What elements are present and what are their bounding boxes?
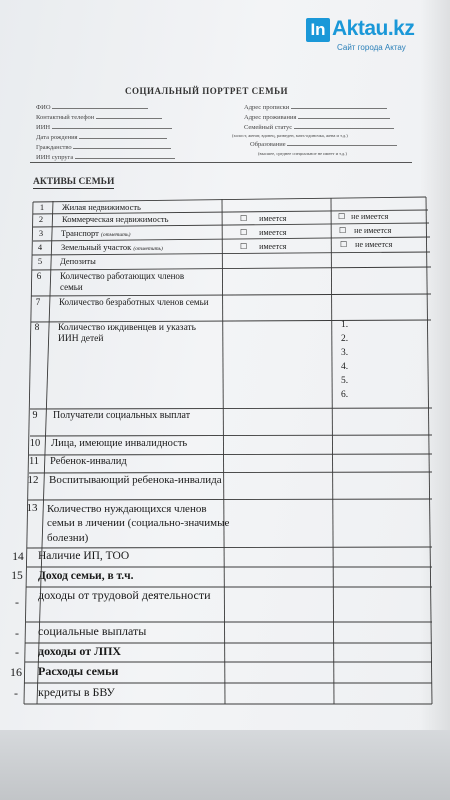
- dependent-4: 4.: [341, 362, 349, 372]
- row-num-15: 15: [11, 570, 23, 582]
- form-field-fio: ФИО: [36, 104, 148, 111]
- form-field-spouse-iin: ИИН супруга: [36, 154, 175, 161]
- option-has-not-4[interactable]: ☐ не имеется: [340, 240, 393, 249]
- background-surface: [0, 730, 450, 800]
- row-label-15b: социальные выплаты: [38, 624, 147, 638]
- logo-name: Aktau.kz: [332, 17, 415, 40]
- dependent-3: 3.: [341, 348, 349, 358]
- row-label-11: Ребенок-инвалид: [50, 456, 127, 467]
- form-hint-marital: (холост, женат, вдовец, разведен, мать-одиночка, жена и т.д.): [232, 133, 348, 138]
- dependent-5: 5.: [341, 376, 349, 386]
- row-label-7: Количество безработных членов семьи: [59, 297, 209, 307]
- row-label-6: Количество работающих членов семьи: [60, 271, 185, 292]
- row-num-2: 2: [38, 214, 44, 224]
- form-field-marital-status: Семейный статус: [244, 124, 394, 131]
- row-num-13: 13: [26, 502, 38, 514]
- row-num-15a: -: [15, 595, 19, 609]
- form-field-registration-address: Адрес прописки: [244, 104, 387, 111]
- row-num-14: 14: [12, 551, 24, 563]
- logo-tagline: Сайт города Актау: [337, 43, 406, 52]
- row-num-4: 4: [37, 242, 43, 252]
- option-has-3[interactable]: ☐ имеется: [240, 228, 287, 237]
- row-num-6: 6: [36, 271, 42, 281]
- row-label-13: Количество нуждающихся членов семьи в личении (социально-значимые болезни): [47, 503, 230, 544]
- option-has-2[interactable]: ☐ имеется: [240, 214, 287, 223]
- row-label-15: Доход семьи, в т.ч.: [38, 570, 134, 582]
- option-has-not-2[interactable]: ☐ не имеется: [338, 212, 389, 221]
- section-title: АКТИВЫ СЕМЬИ: [33, 177, 115, 187]
- row-num-3: 3: [38, 228, 44, 238]
- row-num-16a: -: [14, 686, 18, 700]
- row-num-15c: -: [15, 645, 19, 659]
- row-num-8: 8: [34, 323, 40, 333]
- option-has-4[interactable]: ☐ имеется: [240, 242, 287, 251]
- row-label-2: Коммерческая недвижимость: [62, 214, 169, 224]
- row-label-9: Получатели социальных выплат: [53, 410, 191, 421]
- row-label-16a: кредиты в БВУ: [38, 685, 115, 699]
- row-num-15b: -: [15, 626, 19, 640]
- row-num-7: 7: [35, 297, 41, 307]
- document-title: СОЦИАЛЬНЫЙ ПОРТРЕТ СЕМЬИ: [125, 86, 289, 96]
- form-field-birthdate: Дата рождения: [36, 134, 167, 141]
- dependent-6: 6.: [341, 390, 349, 400]
- row-label-12: Воспитывающий ребенока-инвалида: [49, 474, 222, 486]
- row-label-5: Депозиты: [60, 256, 96, 266]
- row-num-9: 9: [32, 410, 38, 421]
- dependent-1: 1.: [341, 320, 349, 330]
- row-num-10: 10: [29, 438, 41, 449]
- form-field-education: Образование: [250, 141, 397, 148]
- row-label-4: Земельный участок (отметить): [61, 242, 163, 252]
- form-field-residence-address: Адрес проживания: [244, 114, 390, 121]
- dependent-2: 2.: [341, 334, 349, 344]
- form-field-phone: Контактный телефон: [36, 114, 162, 121]
- row-num-5: 5: [37, 256, 43, 266]
- row-num-12: 12: [27, 474, 39, 486]
- row-num-1: 1: [39, 202, 45, 212]
- row-label-15a: доходы от трудовой деятельности: [38, 588, 211, 602]
- row-num-11: 11: [28, 456, 40, 467]
- row-label-3: Транспорт (отметить): [61, 228, 131, 238]
- row-num-16: 16: [10, 665, 22, 679]
- row-label-10: Лица, имеющие инвалидность: [51, 438, 188, 449]
- row-label-8: Количество иждивенцев и указать ИИН детей: [58, 323, 197, 345]
- form-field-iin: ИИН: [36, 124, 172, 131]
- row-label-15c: доходы от ЛПХ: [38, 644, 122, 658]
- row-label-16: Расходы семьи: [38, 664, 119, 678]
- form-field-citizenship: Гражданство: [36, 144, 171, 151]
- form-hint-education: (высшее, среднее специальное не имеет и т.д.): [258, 151, 347, 156]
- option-has-not-3[interactable]: ☐ не имеется: [339, 226, 392, 235]
- logo-mark: In: [306, 18, 330, 42]
- row-label-14: Наличие ИП, ТОО: [38, 550, 130, 562]
- row-label-1: Жилая недвижимость: [62, 202, 141, 212]
